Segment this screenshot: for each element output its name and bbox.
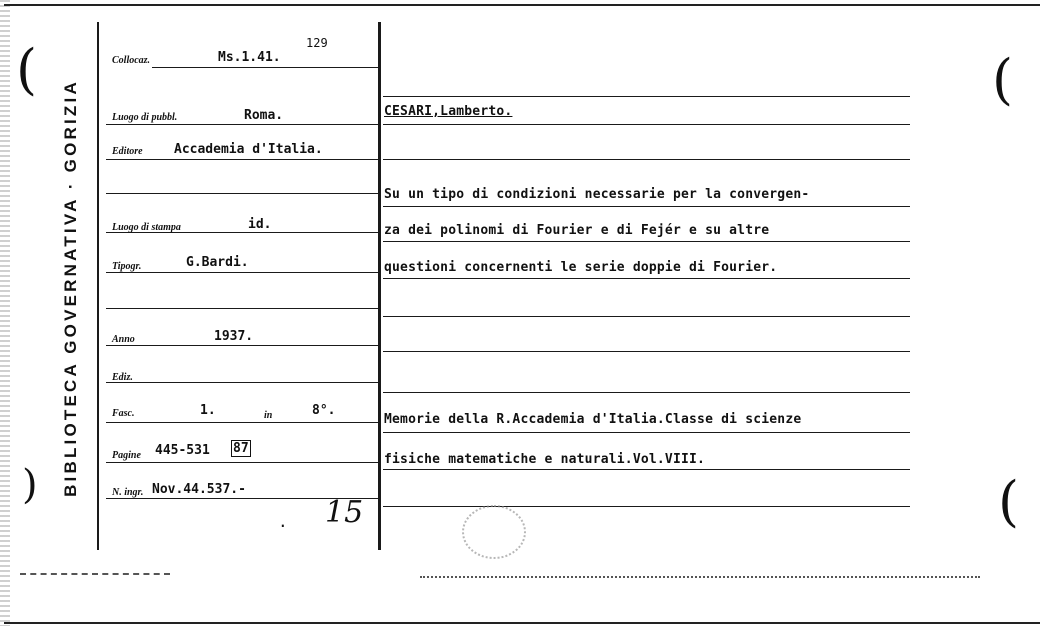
left-bracket-top: (: [16, 38, 38, 101]
label-fasc: Fasc.: [112, 408, 135, 419]
scan-artifact: [420, 576, 980, 578]
row-line: [106, 124, 378, 125]
row-line: [106, 193, 378, 194]
label-anno: Anno: [112, 334, 135, 345]
row-line: [106, 159, 378, 160]
value-anno: 1937.: [214, 329, 254, 344]
value-luogo-pubbl: Roma.: [244, 108, 284, 123]
value-collocazione: Ms.1.41.: [218, 50, 281, 65]
title-line-2: za dei polinomi di Fourier e di Fejér e su altre: [384, 223, 770, 238]
value-size: 8°.: [312, 403, 336, 418]
row-line: [383, 351, 910, 352]
author: CESARI,Lamberto.: [384, 104, 513, 119]
row-line: [106, 422, 378, 423]
page-count-box: 87: [233, 441, 249, 456]
dot-mark: .: [278, 512, 288, 531]
row-line: [383, 159, 910, 160]
row-line: [106, 345, 378, 346]
label-pagine: Pagine: [112, 450, 141, 461]
label-ediz: Ediz.: [112, 372, 133, 383]
row-line: [106, 382, 378, 383]
left-bracket-bottom: ): [22, 462, 38, 508]
series-line-1: Memorie della R.Accademia d'Italia.Classe di scienze: [384, 412, 802, 427]
title-line-1: Su un tipo di condizioni necessarie per la convergen-: [384, 187, 810, 202]
row-line: [106, 272, 378, 273]
row-line: [383, 278, 910, 279]
value-editore: Accademia d'Italia.: [174, 142, 323, 157]
series-line-2: fisiche matematiche e naturali.Vol.VIII.: [384, 452, 706, 467]
right-bracket-bottom: (: [998, 470, 1020, 533]
label-collocazione: Collocaz.: [112, 55, 151, 66]
value-luogo-stampa: id.: [248, 217, 272, 232]
label-ingr: N. ingr.: [112, 487, 144, 498]
value-tipogr: G.Bardi.: [186, 255, 249, 270]
title-line-3: questioni concernenti le serie doppie di Fourier.: [384, 260, 778, 275]
row-line: [106, 462, 378, 463]
row-line: [383, 392, 910, 393]
handwritten-number: 15: [325, 495, 364, 530]
row-line: [383, 469, 910, 470]
row-line: [383, 241, 910, 242]
row-line: [106, 308, 378, 309]
scan-artifact: [20, 573, 170, 575]
row-line: [383, 316, 910, 317]
value-ingr: Nov.44.537.-: [152, 482, 246, 497]
center-rule: [378, 22, 381, 550]
row-line: [383, 506, 910, 507]
superscript-number: 129: [306, 36, 328, 50]
library-name: BIBLIOTECA GOVERNATIVA · GORIZIA: [61, 79, 80, 497]
label-luogo-pubbl: Luogo di pubbl.: [112, 112, 178, 123]
label-tipogr: Tipogr.: [112, 261, 142, 272]
label-luogo-stampa: Luogo di stampa: [112, 222, 181, 233]
row-line: [383, 206, 910, 207]
label-in: in: [264, 410, 273, 421]
value-fasc: 1.: [200, 403, 216, 418]
row-line: [152, 67, 380, 68]
right-bracket-top: (: [992, 48, 1014, 111]
left-rule: [97, 22, 99, 550]
row-line: [383, 432, 910, 433]
ink-stamp: [462, 505, 526, 559]
label-editore: Editore: [112, 146, 143, 157]
row-line: [383, 96, 910, 97]
row-line: [383, 124, 910, 125]
value-pagine: 445-531: [155, 443, 210, 458]
